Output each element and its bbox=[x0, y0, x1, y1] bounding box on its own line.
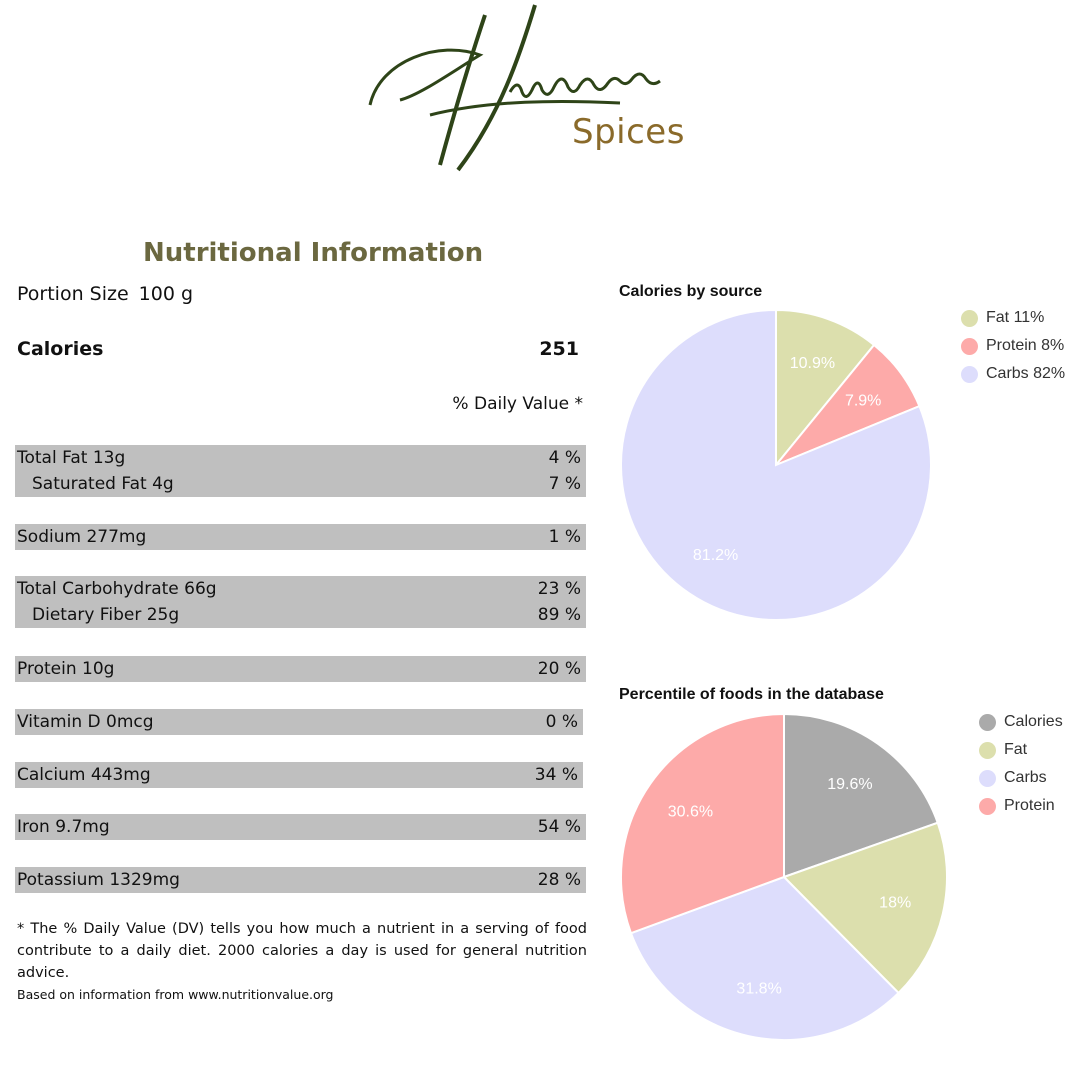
legend-calories-by-source bbox=[961, 304, 1065, 388]
nutrient-row bbox=[15, 445, 586, 471]
nutrient-name: Sodium bbox=[17, 527, 82, 547]
nutrient-amount: 1329mg bbox=[109, 870, 180, 890]
daily-value-footnote: * The % Daily Value (DV) tells you how much a nutrient in a serving of food contribute to a daily diet. 2000 calories a day is used for general nutrition advice. bbox=[17, 921, 587, 981]
legend-swatch bbox=[961, 366, 978, 383]
portion-label: Portion Size bbox=[17, 283, 129, 305]
nutrient-name: Total Fat bbox=[17, 448, 88, 468]
nutrient-name: Dietary Fiber bbox=[32, 605, 142, 625]
nutrient-name: Vitamin D bbox=[17, 712, 101, 732]
nutrient-amount: 277mg bbox=[86, 527, 147, 547]
legend-label: Calories bbox=[1004, 713, 1063, 730]
daily-value-header: % Daily Value * bbox=[452, 394, 583, 414]
brand-logo bbox=[360, 0, 700, 180]
calories-label: Calories bbox=[17, 338, 104, 360]
legend-item bbox=[961, 360, 1065, 388]
nutrient-name: Saturated Fat bbox=[32, 474, 147, 494]
nutrient-daily-value: 20 % bbox=[537, 659, 581, 679]
nutrient-row bbox=[15, 471, 586, 497]
legend-swatch bbox=[979, 714, 996, 731]
nutrient-row bbox=[15, 867, 586, 893]
legend-label: Protein 8% bbox=[986, 337, 1065, 354]
legend-item bbox=[979, 792, 1063, 820]
nutrient-amount: 25g bbox=[146, 605, 180, 625]
pie-chart-percentile bbox=[600, 700, 970, 1060]
nutrient-amount: 66g bbox=[184, 579, 217, 599]
nutrient-daily-value: 34 % bbox=[534, 765, 578, 785]
legend-swatch bbox=[961, 310, 978, 327]
legend-item bbox=[961, 304, 1065, 332]
nutrient-row bbox=[15, 656, 586, 682]
nutrient-daily-value: 23 % bbox=[537, 579, 581, 599]
nutrient-amount: 4g bbox=[152, 474, 174, 494]
nutrient-row bbox=[15, 524, 586, 550]
legend-label: Fat bbox=[1004, 741, 1028, 758]
pie-slice-label: 31.8% bbox=[736, 980, 782, 998]
nutrient-daily-value: 1 % bbox=[548, 527, 581, 547]
source-note: Based on information from www.nutritionvalue.org bbox=[17, 987, 334, 1002]
calories-row bbox=[17, 338, 579, 360]
nutrient-daily-value: 4 % bbox=[548, 448, 581, 468]
portion-value: 100 g bbox=[138, 283, 194, 305]
pie-slice-label: 19.6% bbox=[827, 775, 873, 793]
pie-slice-label: 10.9% bbox=[789, 354, 836, 372]
nutrient-name: Potassium bbox=[17, 870, 104, 890]
pie-slice-label: 81.2% bbox=[692, 547, 739, 565]
legend-label: Carbs 82% bbox=[986, 365, 1066, 382]
legend-item bbox=[979, 764, 1063, 792]
nutrient-name: Calcium bbox=[17, 765, 86, 785]
nutrient-daily-value: 7 % bbox=[548, 474, 581, 494]
nutrient-name: Iron bbox=[17, 817, 50, 837]
pie-chart-calories-by-source bbox=[600, 290, 960, 640]
nutrient-row bbox=[15, 602, 586, 628]
pie-slice-label: 7.9% bbox=[844, 392, 882, 410]
nutrient-daily-value: 89 % bbox=[537, 605, 581, 625]
nutrient-name: Total Carbohydrate bbox=[17, 579, 179, 599]
legend-item bbox=[961, 332, 1065, 360]
nutrient-amount: 0mcg bbox=[106, 712, 154, 732]
legend-item bbox=[979, 736, 1063, 764]
legend-swatch bbox=[979, 770, 996, 787]
legend-swatch bbox=[979, 798, 996, 815]
nutrient-amount: 10g bbox=[82, 659, 115, 679]
legend-label: Carbs bbox=[1004, 769, 1047, 786]
portion-size bbox=[17, 283, 193, 305]
nutrient-amount: 13g bbox=[92, 448, 126, 468]
legend-swatch bbox=[961, 338, 978, 355]
nutrient-daily-value: 0 % bbox=[545, 712, 578, 732]
brand-subtitle: Spices bbox=[572, 112, 685, 152]
chart-title-percentile: Percentile of foods in the database bbox=[619, 686, 884, 703]
heirloom-script-logo bbox=[360, 0, 700, 180]
nutrition-title: Nutritional Information bbox=[143, 238, 484, 268]
nutrient-name: Protein bbox=[17, 659, 77, 679]
nutrient-row bbox=[15, 762, 583, 788]
legend-item bbox=[979, 708, 1063, 736]
nutrient-amount: 9.7mg bbox=[55, 817, 110, 837]
nutrient-daily-value: 28 % bbox=[537, 870, 581, 890]
legend-swatch bbox=[979, 742, 996, 759]
nutrient-amount: 443mg bbox=[90, 765, 151, 785]
pie-slice-label: 30.6% bbox=[667, 803, 714, 821]
legend-label: Protein bbox=[1004, 797, 1055, 814]
legend-percentile bbox=[979, 708, 1063, 820]
nutrient-row bbox=[15, 814, 586, 840]
nutrient-daily-value: 54 % bbox=[537, 817, 581, 837]
calories-value: 251 bbox=[539, 338, 579, 360]
nutrient-row bbox=[15, 576, 586, 602]
pie-slice-label: 18% bbox=[879, 894, 912, 912]
legend-label: Fat 11% bbox=[986, 309, 1045, 326]
chart-title-calories-by-source: Calories by source bbox=[619, 283, 763, 300]
nutrient-row bbox=[15, 709, 583, 735]
